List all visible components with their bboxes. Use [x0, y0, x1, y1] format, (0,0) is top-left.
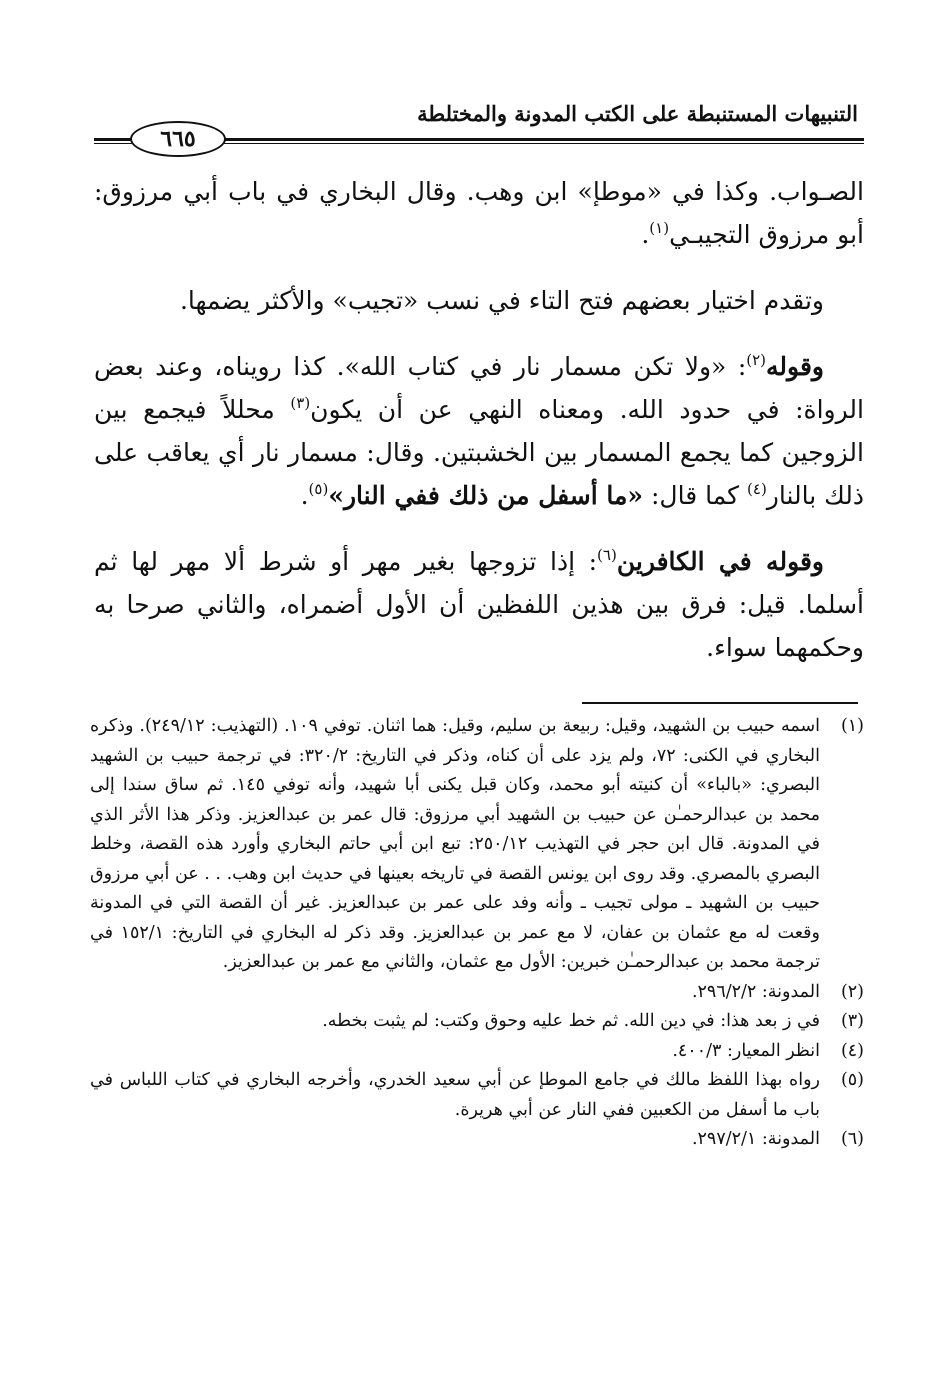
paragraph-3-lead: وقوله: [766, 352, 824, 381]
paragraph-1-text: الصـواب. وكذا في «موطإ» ابن وهب. وقال البخاري في باب أبي مرزوق: أبو مرزوق التجيبـي: [94, 177, 864, 249]
running-title: التنبيهات المستنبطة على الكتب المدونة والمختلطة: [417, 101, 858, 126]
footnote-number: (٢): [840, 981, 864, 1002]
footnote-number: (١): [840, 716, 864, 736]
footnote-text: انظر المعيار: ٤٠٠/٣.: [672, 1040, 820, 1061]
main-text: [94, 170, 864, 692]
footnote-ref-4: (٤): [747, 480, 767, 498]
footnote-text: المدونة: ٢٩٦/٢/٢.: [691, 981, 820, 1002]
footnote-4: [90, 1037, 864, 1067]
footnote-number: (٥): [840, 1070, 864, 1090]
footnote-ref-6: (٦): [597, 546, 617, 564]
footnote-2: [90, 978, 864, 1008]
footnote-6: [90, 1125, 864, 1155]
paragraph-3-text-b: محللاً فيجمع بين الزوجين كما يجمع المسمار بين الخشبتين. وقال: مسمار نار أي يعاقب على ذلك بالنار: [94, 395, 864, 510]
footnote-text: المدونة: ٢٩٧/٢/١.: [691, 1129, 820, 1149]
paragraph-2-text: وتقدم اختيار بعضهم فتح التاء في نسب «تجيب» والأكثر يضمها.: [179, 286, 824, 315]
paragraph-4: [94, 540, 864, 669]
paragraph-4-text: : إذا تزوجها بغير مهر أو شرط ألا مهر لها ثم أسلما. قيل: فرق بين هذين اللفظين أن الأول أضمراه، والثاني صرحا به وحكمهما سواء.: [94, 547, 864, 662]
paragraph-1-tail: .: [641, 220, 650, 249]
footnote-5: [90, 1066, 864, 1125]
footnote-text: رواه بهذا اللفظ مالك في جامع الموطإ عن أبي سعيد الخدري، وأخرجه البخاري في كتاب اللباس في باب ما أسفل من الكعبين ففي النار عن أبي هريرة.: [90, 1070, 820, 1120]
footnote-3: [90, 1007, 864, 1037]
footnote-ref-1: (١): [649, 219, 670, 237]
footnote-text: في ز بعد هذا: في دين الله. ثم خط عليه وحوق وكتب: لم يثبت بخطه.: [322, 1011, 820, 1031]
footnote-number: (٣): [840, 1011, 864, 1031]
footnote-ref-2: (٢): [746, 351, 767, 369]
paragraph-3-tail: .: [300, 481, 309, 510]
footnote-ref-5: (٥): [308, 480, 329, 498]
footnote-text: اسمه حبيب بن الشهيد، وقيل: ربيعة بن سليم، وقيل: هما اثنان. توفي ١٠٩. (التهذيب: ٢٤٩/١٢). وذكره البخاري في الكنى: ٧٢، ولم يزد على أن كناه، وذكر في التاريخ: ٣٢٠/٢: في ترجمة حبيب بن الشهيد البصري: «بالباء» أن كنيته أبو محمد، وكان قبل يكنى أبا شهيد، وأنه توفي ١٤٥. ثم ساق سندا إلى محمد بن عبدالرحمـٰن عن حبيب بن الشهيد أبي مرزوق: قال عمر بن عبدالعزيز. وذكر هذا الأثر الذي في المدونة. قال ابن حجر في التهذيب ٢٥٠/١٢: تبع ابن أبي حاتم البخاري وأورد هذه القصة، وخلط البصري بالمصري. وقد روى ابن يونس القصة في تاريخه بعينها في حديث ابن وهب. . . عن أبي مرزوق حبيب بن الشهيد ـ مولى تجيب ـ وأنه وفد على عمر بن عبدالعزيز. غير أن القصة التي في المدونة وقعت له مع عثمان بن عفان، لا مع عمر بن عبدالعزيز. وقد ذكر له البخاري في التاريخ: ١٥٢/١ في ترجمة محمد بن عبدالرحمـٰن خبرين: الأول مع عثمان، والثاني مع عمر بن عبدالعزيز.: [90, 716, 821, 972]
paragraph-3-text-c: كما قال:: [643, 481, 748, 510]
paragraph-4-lead: وقوله في الكافرين: [616, 547, 825, 576]
footnote-separator: [582, 702, 858, 704]
paragraph-2: [94, 279, 864, 322]
page-number: ٦٦٥: [130, 121, 226, 157]
footnote-ref-3: (٣): [290, 394, 311, 412]
paragraph-3-text-a: : «ولا تكن مسمار نار في كتاب الله». كذا رويناه، وعند بعض الرواة: في حدود الله. ومعناه النهي عن أن يكون: [94, 352, 864, 424]
paragraph-3-quote: «ما أسفل من ذلك ففي النار»: [328, 481, 644, 510]
footnotes: [90, 712, 864, 1155]
paragraph-1: [94, 170, 864, 256]
footnote-number: (٤): [840, 1040, 864, 1061]
paragraph-3: [94, 345, 864, 517]
footnote-number: (٦): [840, 1129, 864, 1149]
footnote-1: [90, 712, 864, 978]
